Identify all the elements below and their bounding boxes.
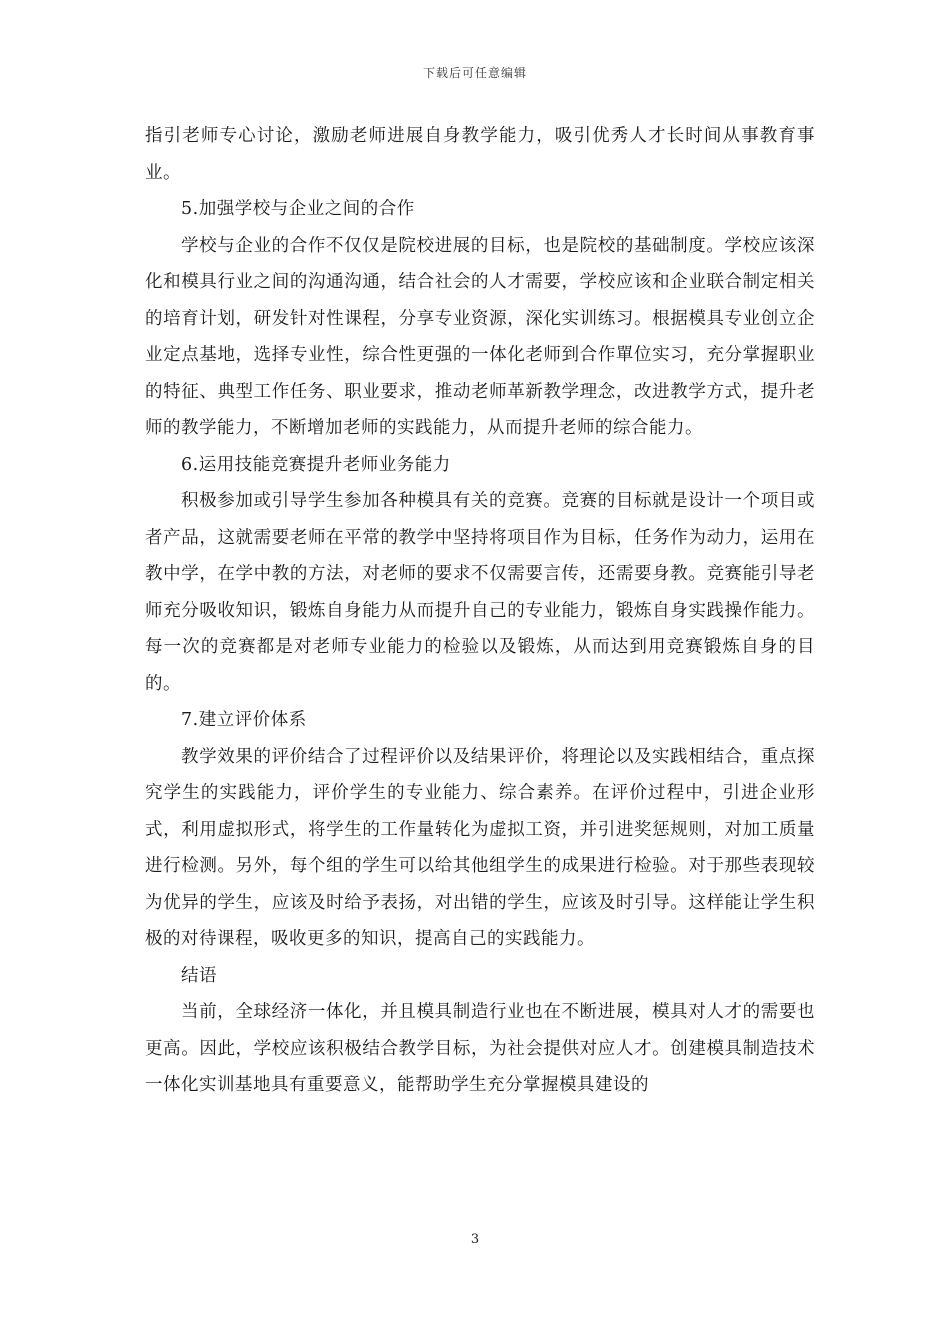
page-header: 下载后可任意编辑: [422, 66, 527, 80]
paragraph-section-7: 教学效果的评价结合了过程评价以及结果评价，将理论以及实践相结合，重点探究学生的实践能力，评价学生的专业能力、综合素养。在评价过程中，引进企业形式，利用虚拟形式，将学生的工作量转化为虚拟工资，并引进奖惩规则，对加工质量进行检测。另外，每个组的学生可以给其他组学生的成果进行检验。对于那些表现较为优异的学生，应该及时给予表扬，对出错的学生，应该及时引导。这样能让学生积极的对待课程，吸收更多的知识，提高自己的实践能力。: [145, 746, 815, 949]
paragraph-section-5: 学校与企业的合作不仅仅是院校进展的目标，也是院校的基础制度。学校应该深化和模具行业之间的沟通沟通，结合社会的人才需要，学校应该和企业联合制定相关的培育计划，研发针对性课程，分享专业资源，深化实训练习。根据模具专业创立企业定点基地，选择专业性，综合性更强的一体化老师到合作單位实习，充分掌握职业的特征、典型工作任务、职业要求，推动老师革新教学理念，改进教学方式，提升老师的教学能力，不断增加老师的实践能力，从而提升老师的综合能力。: [145, 235, 815, 438]
document-body: [145, 118, 815, 1104]
paragraph-continuation: 指引老师专心讨论，激励老师进展自身教学能力，吸引优秀人才长时间从事教育事业。: [145, 126, 815, 183]
section-heading-7: 7.建立评价体系: [181, 710, 307, 730]
paragraph-section-6: 积极参加或引导学生参加各种模具有关的竞赛。竞赛的目标就是设计一个项目或者产品，这就需要老师在平常的教学中坚持将项目作为目标，任务作为动力，运用在教中学，在学中教的方法，对老师的要求不仅需要言传，还需要身教。竞赛能引导老师充分吸收知识，锻炼自身能力从而提升自己的专业能力，锻炼自身实践操作能力。每一次的竞赛都是对老师专业能力的检验以及锻炼，从而达到用竞赛锻炼自身的目的。: [145, 491, 815, 694]
conclusion-heading: 结语: [181, 965, 217, 986]
section-heading-5: 5.加强学校与企业之间的合作: [181, 199, 415, 219]
paragraph-conclusion: 当前，全球经济一体化，并且模具制造行业也在不断进展，模具对人才的需要也更高。因此，学校应该积极结合教学目标，为社会提供对应人才。创建模具制造技术一体化实训基地具有重要意义，能帮助学生充分掌握模具建设的: [145, 1002, 815, 1095]
page-number: 3: [470, 1232, 480, 1247]
section-heading-6: 6.运用技能竞赛提升老师业务能力: [181, 454, 451, 475]
